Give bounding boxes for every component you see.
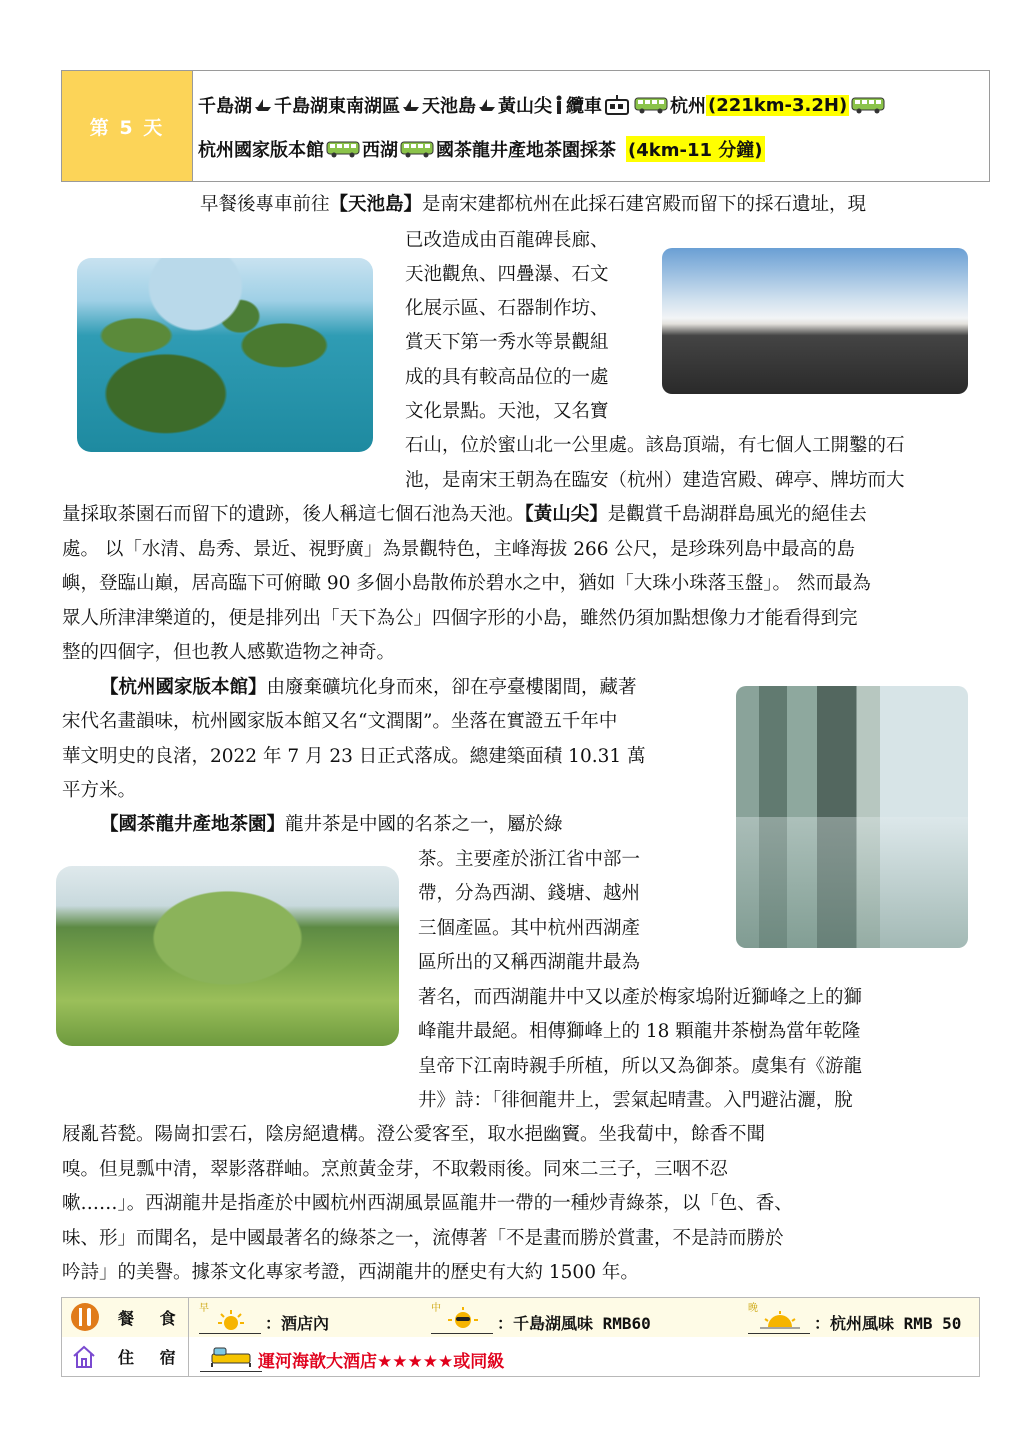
text-line: 峰龍井最絕。相傳獅峰上的 18 顆龍井茶樹為當年乾隆 — [418, 1021, 861, 1042]
route-line-2 — [198, 129, 765, 169]
route-stop: 千島湖 — [198, 96, 252, 117]
text-line: 嗽……」。西湖龍井是指產於中國杭州西湖風景區龍井一帶的一種炒青綠茶，以「色、香、 — [62, 1193, 793, 1214]
text-line: 華文明史的良渚，2022 年 7 月 23 日正式落成。總建築面積 10.31 萬 — [62, 746, 646, 767]
text-line: 味、形」而聞名，是中國最著名的綠茶之一，流傳著「不是畫而勝於賞畫，不是詩而勝於 — [62, 1228, 784, 1249]
day-label: 第 5 天 — [62, 71, 193, 181]
breakfast-slot — [199, 1305, 261, 1334]
boat-icon — [254, 98, 272, 112]
text-line: 平方米。 — [62, 780, 137, 801]
text-line: 已改造成由百龍碑長廊、 — [405, 230, 609, 251]
breakfast-item — [199, 1302, 329, 1334]
text-line: 天池觀魚、四疊瀑、石文 — [405, 264, 609, 285]
route-destination: 杭州 — [670, 96, 706, 117]
boat-icon — [478, 98, 496, 112]
route-stop: 杭州國家版本館 — [198, 140, 324, 161]
breakfast-value: ：酒店內 — [265, 1314, 330, 1333]
route-stop: 千島湖東南湖區 — [274, 96, 400, 117]
longjing-tea-garden-photo — [56, 866, 399, 1046]
text-line: 文化景點。天池，又名寶 — [405, 401, 609, 422]
boat-icon — [402, 98, 420, 112]
lunch-item — [431, 1302, 651, 1334]
lunch-value: ：千島湖風味 RMB60 — [497, 1314, 651, 1333]
text-line: 量採取茶園石而留下的遺跡，後人稱這七個石池為天池。【黃山尖】是觀賞千島湖群島風光的絕佳去 — [62, 504, 867, 525]
text-line: 嶼，登臨山巔，居高臨下可俯瞰 90 多個小島散佈於碧水之中，猶如「大珠小珠落玉盤」。 然而最為 — [62, 573, 871, 594]
dinner-item — [748, 1302, 961, 1334]
day-header — [61, 70, 990, 182]
route-line-1 — [198, 85, 887, 125]
hangzhou-archives-museum-photo — [736, 686, 968, 948]
meal-label-cell — [62, 1298, 189, 1337]
route-distance-time: (4km-11 分鐘) — [626, 136, 765, 162]
sun-icon — [445, 1307, 481, 1331]
meal-label: 餐 食 — [118, 1309, 186, 1328]
home-icon — [71, 1344, 97, 1370]
sun-icon — [213, 1309, 249, 1331]
lunch-slot — [431, 1305, 493, 1334]
sunset-icon — [760, 1311, 800, 1331]
dinner-slot — [748, 1305, 810, 1334]
route-stop: 西湖 — [362, 140, 398, 161]
thousand-island-lake-photo — [77, 258, 373, 452]
text-line: 三個產區。其中杭州西湖產 — [418, 918, 641, 939]
utensils-icon — [70, 1302, 100, 1332]
bed-icon — [210, 1345, 252, 1367]
text-line: 整的四個字，但也教人感歎造物之神奇。 — [62, 642, 396, 663]
hotel-name: 運河海歆大酒店★★★★★或同級 — [258, 1351, 505, 1372]
text-line: 眾人所津津樂道的，便是排列出「天下為公」四個字形的小島，雖然仍須加點想像力才能看得到完 — [62, 608, 858, 629]
hotel-label: 住 宿 — [118, 1348, 186, 1367]
route-stop: 黃山尖 — [498, 96, 552, 117]
text-line: 成的具有較高品位的一處 — [405, 367, 609, 388]
text-line: 皇帝下江南時親手所植，所以又為御茶。虞集有《游龍 — [418, 1056, 863, 1077]
hotel-row — [62, 1337, 979, 1376]
route-distance-time: (221km-3.2H) — [708, 94, 848, 116]
lunch-tag: 中 — [431, 1303, 441, 1314]
text-line: 屐亂苔甃。陽崗扣雲石，陰房絕遺構。澄公愛客至，取水挹幽竇。坐我蔔中，餘香不聞 — [62, 1124, 766, 1145]
text-line: 【杭州國家版本館】由廢棄礦坑化身而來，卻在亭臺樓閣間，藏著 — [100, 677, 637, 698]
person-icon — [554, 95, 564, 115]
bus-icon — [851, 96, 885, 114]
breakfast-tag: 早 — [199, 1303, 209, 1314]
text-line: 池，是南宋王朝為在臨安（杭州）建造宮殿、碑亭、牌坊而大 — [405, 470, 905, 491]
text-line: 帶，分為西湖、錢塘、越州 — [418, 883, 641, 904]
bus-icon — [326, 140, 360, 158]
hotel-label-cell — [62, 1337, 189, 1376]
text-line: 茶。主要產於浙江省中部一 — [418, 849, 641, 870]
route-stop: 天池島 — [422, 96, 476, 117]
meal-row — [62, 1298, 979, 1338]
hotel-slot — [200, 1341, 262, 1372]
text-line: 化展示區、石器制作坊、 — [405, 298, 609, 319]
bus-icon — [634, 96, 668, 114]
bus-icon — [400, 140, 434, 158]
text-line: 宋代名畫韻味，杭州國家版本館又名“文潤閣”。坐落在實證五千年中 — [62, 711, 618, 732]
text-line: 處。 以「水清、島秀、景近、視野廣」為景觀特色，主峰海拔 266 公尺，是珍珠列島中最高的島 — [62, 539, 855, 560]
cablecar-icon — [604, 95, 630, 115]
dinner-value: ：杭州風味 RMB 50 — [814, 1314, 962, 1333]
dinner-tag: 晚 — [748, 1303, 758, 1314]
text-line: 井》詩：「徘徊龍井上，雲氣起晴晝。入門避沾灑，脫 — [418, 1090, 853, 1111]
route-stop: 纜車 — [566, 96, 602, 117]
text-line: 吟詩」的美譽。據茶文化專家考證，西湖龍井的歷史有大約 1500 年。 — [62, 1262, 639, 1283]
text-line: 嗅。但見瓢中清，翠影落群岫。烹煎黃金芽，不取穀雨後。同來二三子，三咽不忍 — [62, 1159, 729, 1180]
route-stop: 國茶龍井產地茶園採茶 — [436, 140, 616, 161]
text-line: 石山，位於蜜山北一公里處。該島頂端，有七個人工開鑿的石 — [405, 435, 905, 456]
meals-hotel-table — [61, 1297, 980, 1377]
tianchi-island-building-photo — [662, 248, 968, 394]
text-line: 區所出的又稱西湖龍井最為 — [418, 952, 641, 973]
text-line: 賞天下第一秀水等景觀組 — [405, 332, 609, 353]
text-line: 早餐後專車前往【天池島】是南宋建都杭州在此採石建宮殿而留下的採石遺址，現 — [200, 194, 867, 215]
text-line: 【國茶龍井產地茶園】龍井茶是中國的名茶之一，屬於綠 — [100, 814, 563, 835]
text-line: 著名，而西湖龍井中又以產於梅家塢附近獅峰之上的獅 — [418, 987, 863, 1008]
